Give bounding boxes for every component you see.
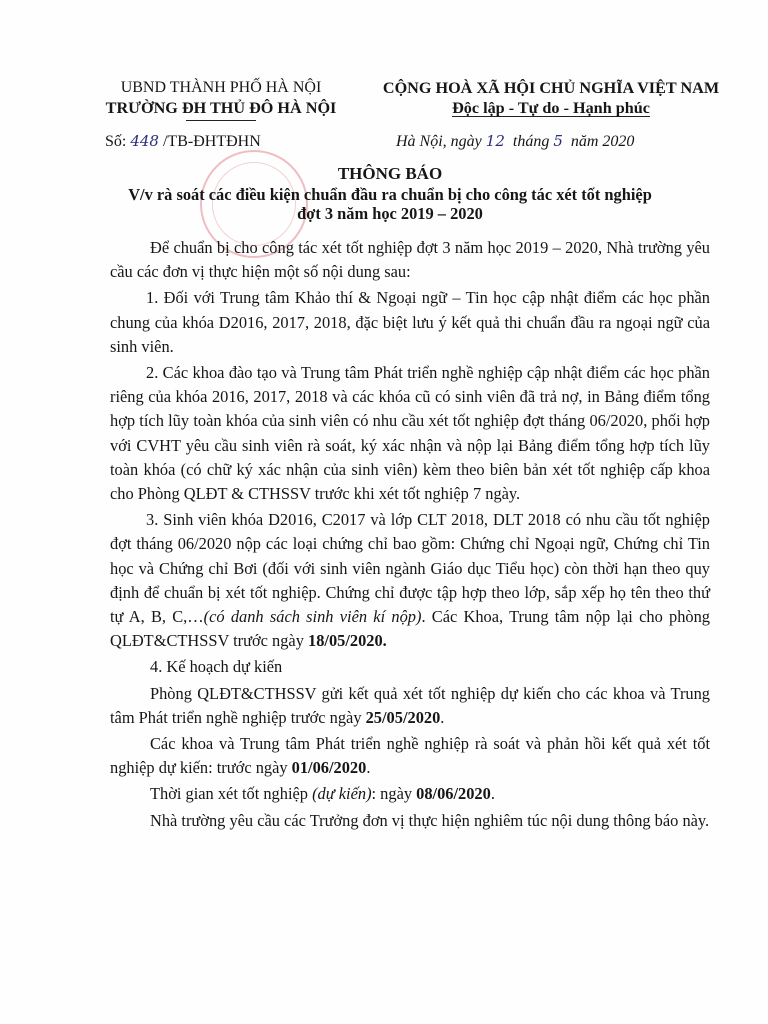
national-motto: Độc lập - Tự do - Hạnh phúc xyxy=(452,99,650,117)
document-number: Số: 448 /TB-ĐHTĐHN xyxy=(105,132,261,150)
issuer-underline xyxy=(186,120,256,122)
issuer-header xyxy=(102,78,340,122)
deadline-date: 18/05/2020. xyxy=(308,631,387,651)
document-date: Hà Nội, ngày 12 tháng 5 năm 2020 xyxy=(396,132,635,150)
issuer-name: TRƯỜNG ĐH THỦ ĐÔ HÀ NỘI xyxy=(105,99,337,117)
notice-subject: V/v rà soát các điều kiện chuẩn đầu ra chuẩn bị cho công tác xét tốt nghiệp đợt 3 năm học 2019 – 2020 xyxy=(128,185,652,223)
plan-3: Thời gian xét tốt nghiệp (dự kiến): ngày 08/06/2020. xyxy=(150,784,495,804)
handwritten-month: 5 xyxy=(553,132,563,150)
national-title: CỘNG HOÀ XÃ HỘI CHỦ NGHĨA VIỆT NAM xyxy=(382,79,720,97)
intro-paragraph: Để chuẩn bị cho công tác xét tốt nghiệp đợt 3 năm học 2019 – 2020, Nhà trường yêu cầu các đơn vị thực hiện một số nội dung sau: xyxy=(110,238,710,282)
plan-1: Phòng QLĐT&CTHSSV gửi kết quả xét tốt nghiệp dự kiến cho các khoa và Trung tâm Phát triển nghề nghiệp trước ngày 25/05/2020. xyxy=(110,683,710,727)
item-1: 1. Đối với Trung tâm Khảo thí & Ngoại ngữ – Tin học cập nhật điểm các học phần chung của khóa D2016, 2017, 2018, đặc biệt lưu ý kết quả thi chuẩn đầu ra ngoại ngữ của sinh viên. xyxy=(110,288,710,356)
closing-paragraph: Nhà trường yêu cầu các Trưởng đơn vị thực hiện nghiêm túc nội dung thông báo này. xyxy=(150,810,710,830)
item-3: 3. Sinh viên khóa D2016, C2017 và lớp CLT 2018, DLT 2018 có nhu cầu tốt nghiệp đợt tháng 06/2020 nộp các loại chứng chỉ bao gồm: Chứng chỉ Ngoại ngữ, Chứng chỉ Tin học và Chứng chỉ Bơi (đối với sinh viên ngành Giáo dục Tiểu học) còn thời hạn theo quy định để chuẩn bị xét tốt nghiệp. Chứng chỉ được tập hợp theo lớp, sắp xếp họ tên theo thứ tự A, B, C,…(có danh sách sinh viên kí nộp). Các Khoa, Trung tâm nộp lại cho phòng QLĐT&CTHSSV trước ngày 18/05/2020. xyxy=(110,510,710,651)
national-header xyxy=(354,78,748,118)
item-4-heading: 4. Kế hoạch dự kiến xyxy=(150,657,283,677)
notice-title: THÔNG BÁO xyxy=(337,164,443,183)
item-2: 2. Các khoa đào tạo và Trung tâm Phát triển nghề nghiệp cập nhật điểm các học phần riêng của khóa 2016, 2017, 2018 và các khóa cũ có sinh viên đã trả nợ, in Bảng điểm tổng hợp tích lũy toàn khóa của sinh viên có nhu cầu xét tốt nghiệp đợt tháng 06/2020, phối hợp với CVHT yêu cầu sinh viên rà soát, ký xác nhận và nộp lại Bảng điểm tổng hợp tích lũy toàn khóa (có chữ ký xác nhận của sinh viên) kèm theo biên bản xét tốt nghiệp cấp khoa cho Phòng QLĐT & CTHSSV trước khi xét tốt nghiệp 7 ngày. xyxy=(110,363,710,504)
handwritten-number: 448 xyxy=(130,132,159,150)
handwritten-day: 12 xyxy=(485,132,505,150)
issuer-authority: UBND THÀNH PHỐ HÀ NỘI xyxy=(120,79,322,96)
notice-body xyxy=(110,236,710,835)
plan-2: Các khoa và Trung tâm Phát triển nghề nghiệp rà soát và phản hồi kết quả xét tốt nghiệp dự kiến: trước ngày 01/06/2020. xyxy=(110,734,710,778)
